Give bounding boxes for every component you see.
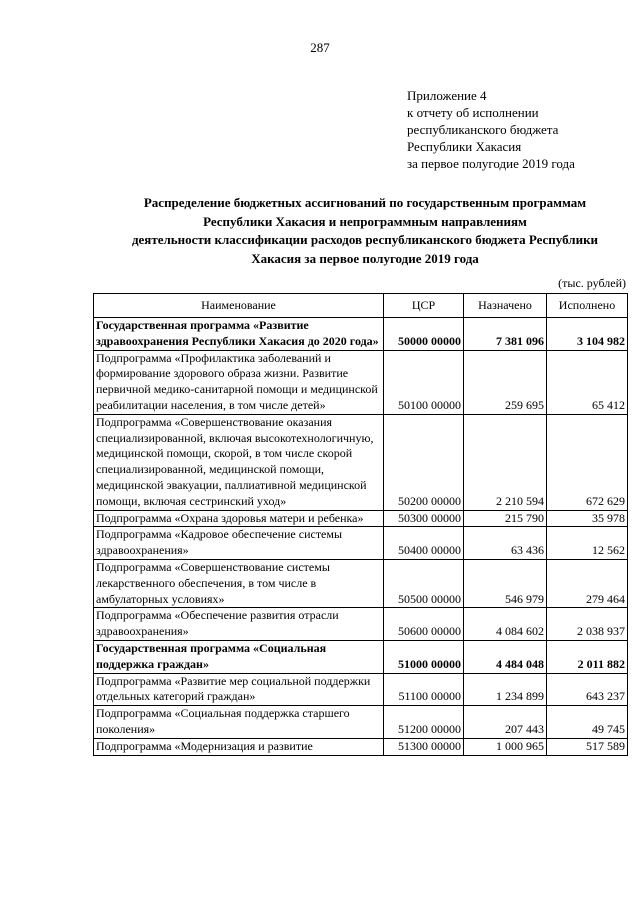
row-assigned-cell: 63 436 [464,527,547,560]
row-assigned-cell: 215 790 [464,510,547,527]
row-csr-cell: 51300 00000 [384,738,464,755]
row-csr-cell: 50400 00000 [384,527,464,560]
row-executed-cell: 279 464 [547,559,628,607]
row-assigned-cell: 546 979 [464,559,547,607]
row-assigned-cell: 207 443 [464,706,547,739]
row-executed-cell: 643 237 [547,673,628,706]
title-line: Республики Хакасия и непрограммным направлениям [203,213,527,229]
row-csr-cell: 50500 00000 [384,559,464,607]
row-name-cell: Подпрограмма «Развитие мер социальной поддержки отдельных категорий граждан» [94,673,384,706]
row-name-cell: Подпрограмма «Охрана здоровья матери и ребенка» [94,510,384,527]
table-row [94,527,628,560]
header-csr: ЦСР [384,294,464,318]
table-row [94,706,628,739]
row-name-cell: Подпрограмма «Кадровое обеспечение системы здравоохранения» [94,527,384,560]
row-executed-cell: 12 562 [547,527,628,560]
table-row [94,738,628,755]
appendix-line: к отчету об исполнении [407,105,539,120]
header-name: Наименование [94,294,384,318]
units-label: (тыс. рублей) [558,276,626,290]
row-assigned-cell: 259 695 [464,350,547,414]
row-csr-cell: 50000 00000 [384,318,464,351]
row-executed-cell: 672 629 [547,414,628,510]
title-line: Распределение бюджетных ассигнований по государственным программам [143,195,587,210]
row-assigned-cell: 7 381 096 [464,318,547,351]
row-executed-cell: 35 978 [547,510,628,527]
table-row [94,350,628,414]
row-name-cell: Подпрограмма «Модернизация и развитие [94,738,384,755]
title-line: деятельности классификации расходов республиканского бюджета Республики [131,232,599,247]
row-executed-cell: 3 104 982 [547,318,628,351]
table-row [94,640,628,673]
page-number: 287 [310,40,330,55]
appendix-line: Республики Хакасия [407,139,522,154]
row-assigned-cell: 1 000 965 [464,738,547,755]
title-line: Хакасия за первое полугодие 2019 года [251,250,479,266]
row-csr-cell: 50300 00000 [384,510,464,527]
table-row [94,414,628,510]
table-body [94,318,628,756]
appendix-line: Приложение 4 [407,88,487,103]
document-title [100,194,630,268]
row-csr-cell: 50600 00000 [384,608,464,641]
table-row [94,673,628,706]
appendix-note [407,87,575,172]
header-executed: Исполнено [547,294,628,318]
row-executed-cell: 2 011 882 [547,640,628,673]
header-assigned: Назначено [464,294,547,318]
budget-table [93,293,628,756]
row-name-cell: Государственная программа «Социальная поддержка граждан» [94,640,384,673]
row-assigned-cell: 2 210 594 [464,414,547,510]
row-csr-cell: 50200 00000 [384,414,464,510]
row-name-cell: Подпрограмма «Социальная поддержка старшего поколения» [94,706,384,739]
row-name-cell: Подпрограмма «Обеспечение развития отрасли здравоохранения» [94,608,384,641]
row-name-cell: Подпрограмма «Профилактика заболеваний и формирование здорового образа жизни. Развитие первичной медико-санитарной помощи и медицинской реабилитации населения, в том числе детей» [94,350,384,414]
appendix-line: республиканского бюджета [407,122,559,137]
row-csr-cell: 51100 00000 [384,673,464,706]
row-name-cell: Подпрограмма «Совершенствование оказания специализированной, включая высокотехнологичную, медицинской помощи, скорой, в том числе скорой специализированной, медицинской помощи, медицинской эвакуации, паллиативной медицинской помощи, включая сестринский уход» [94,414,384,510]
row-name-cell: Государственная программа «Развитие здравоохранения Республики Хакасия до 2020 года» [94,318,384,351]
row-csr-cell: 51000 00000 [384,640,464,673]
row-executed-cell: 65 412 [547,350,628,414]
table-row [94,318,628,351]
row-name-cell: Подпрограмма «Совершенствование системы лекарственного обеспечения, в том числе в амбулаторных условиях» [94,559,384,607]
table-header-row [94,294,628,318]
row-executed-cell: 2 038 937 [547,608,628,641]
row-assigned-cell: 4 484 048 [464,640,547,673]
row-assigned-cell: 4 084 602 [464,608,547,641]
row-executed-cell: 49 745 [547,706,628,739]
row-csr-cell: 50100 00000 [384,350,464,414]
table-row [94,608,628,641]
appendix-line: за первое полугодие 2019 года [407,156,575,171]
row-csr-cell: 51200 00000 [384,706,464,739]
row-assigned-cell: 1 234 899 [464,673,547,706]
row-executed-cell: 517 589 [547,738,628,755]
table-row [94,559,628,607]
table-row [94,510,628,527]
